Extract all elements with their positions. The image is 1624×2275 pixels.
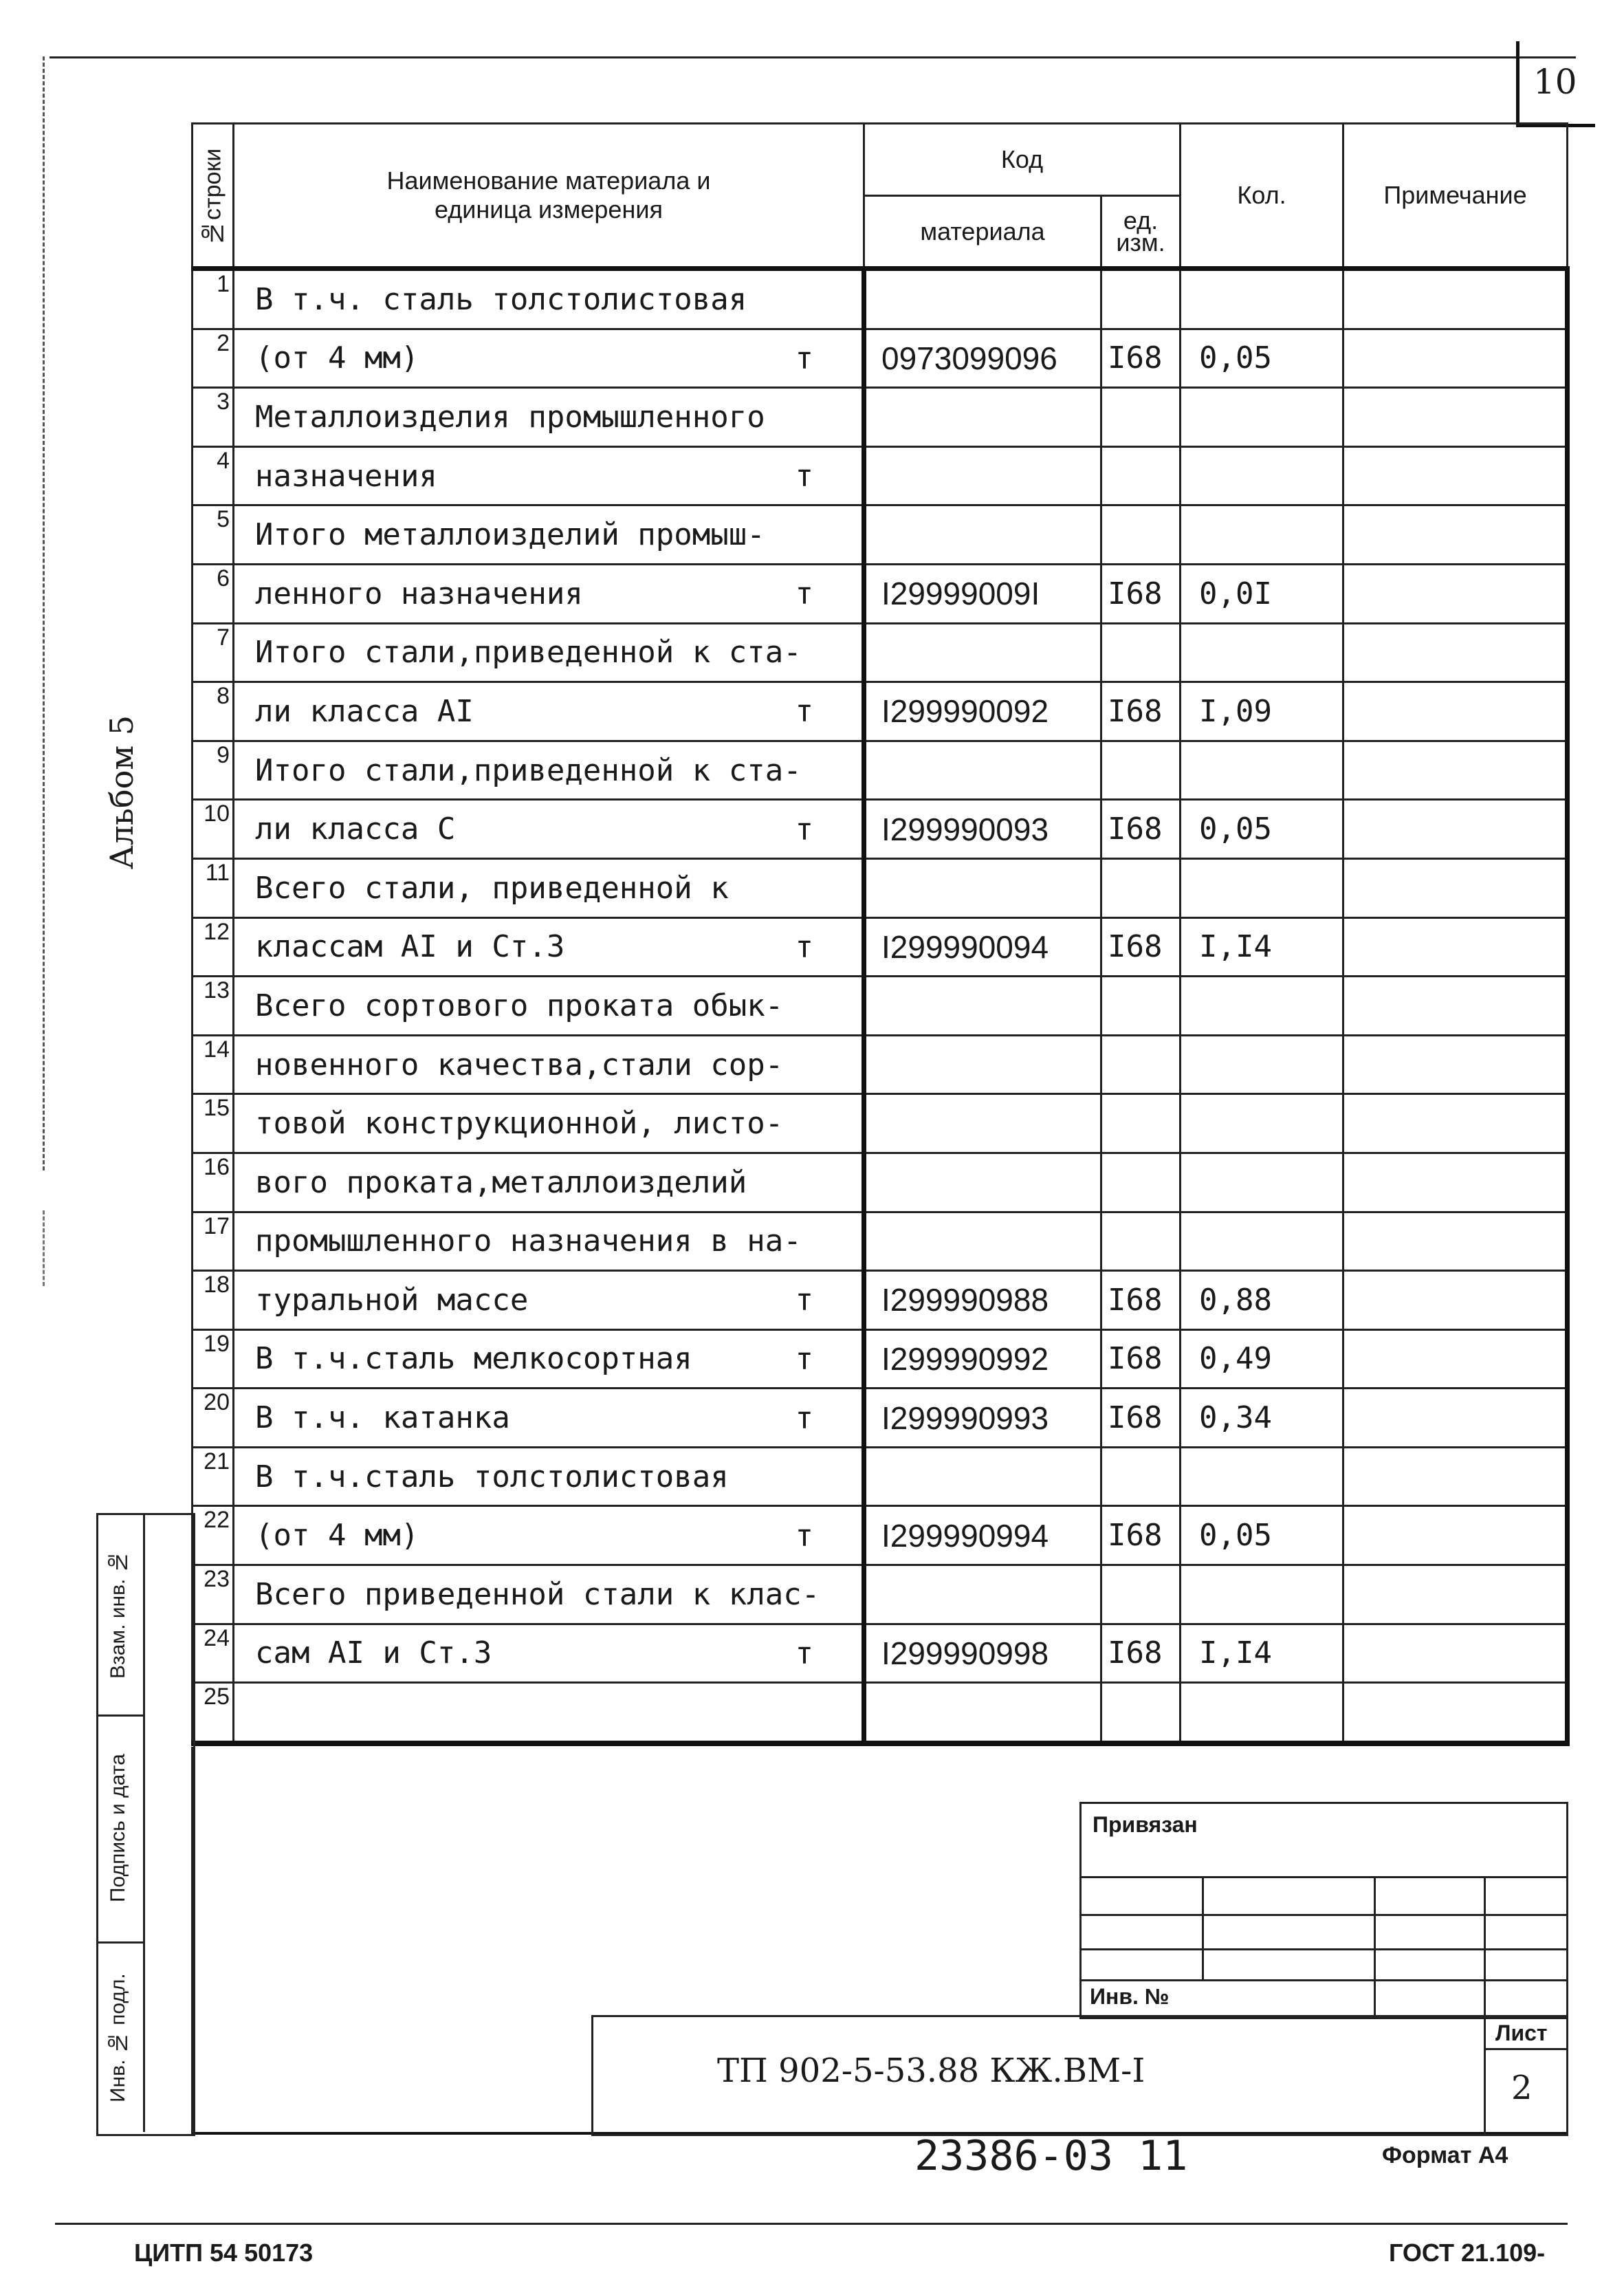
unit-code — [1101, 1212, 1181, 1271]
material-code — [864, 1153, 1101, 1212]
material-name — [234, 623, 864, 682]
table-row — [193, 1094, 1568, 1153]
note — [1343, 1506, 1568, 1565]
row-number: 3 — [193, 388, 234, 447]
header-name — [234, 124, 864, 269]
spec-rows — [193, 269, 1568, 1743]
note — [1343, 388, 1568, 447]
quantity: 0,05 — [1181, 329, 1343, 388]
unit-letter: т — [795, 1282, 813, 1318]
note — [1343, 1035, 1568, 1094]
material-name — [234, 1271, 864, 1330]
table-row — [193, 858, 1568, 917]
material-name — [234, 1035, 864, 1094]
quantity: 0,0I — [1181, 564, 1343, 623]
row-number: 21 — [193, 1447, 234, 1506]
quantity — [1181, 269, 1343, 329]
material-name — [234, 682, 864, 741]
row-number: 11 — [193, 858, 234, 917]
side-cell-vzam — [98, 1515, 143, 1717]
row-number: 17 — [193, 1212, 234, 1271]
note — [1343, 564, 1568, 623]
unit-code — [1101, 741, 1181, 800]
material-name — [234, 1447, 864, 1506]
row-number: 5 — [193, 505, 234, 565]
note — [1343, 800, 1568, 859]
list-value: 2 — [1511, 2069, 1533, 2107]
unit-code — [1101, 446, 1181, 505]
privyazan-grid-line — [1082, 1914, 1566, 1916]
header-unit-line2: изм. — [1116, 228, 1165, 257]
material-code — [864, 505, 1101, 565]
material-name — [234, 1683, 864, 1743]
material-name-text: назначения — [255, 458, 437, 494]
quantity — [1181, 388, 1343, 447]
material-code — [864, 741, 1101, 800]
unit-letter: т — [795, 340, 813, 376]
quantity — [1181, 505, 1343, 565]
note — [1343, 1094, 1568, 1153]
material-code: I299990093 — [864, 800, 1101, 859]
quantity — [1181, 1683, 1343, 1743]
side-cell-inv-podl — [98, 1941, 143, 2132]
material-name-text: ли класса С — [255, 812, 456, 847]
bottom-left-code: ЦИТП 54 50173 — [134, 2239, 314, 2267]
table-row — [193, 505, 1568, 565]
bottom-right-code: ГОСТ 21.109- — [1389, 2239, 1546, 2267]
material-name — [234, 1506, 864, 1565]
material-name-text: вого проката,металлоизделий — [255, 1164, 747, 1200]
table-row — [193, 741, 1568, 800]
quantity — [1181, 977, 1343, 1036]
note — [1343, 269, 1568, 329]
note — [1343, 446, 1568, 505]
unit-code — [1101, 1035, 1181, 1094]
unit-letter: т — [795, 458, 813, 494]
unit-code: I68 — [1101, 1329, 1181, 1389]
side-label-inv-podl: Инв. № подл. — [107, 1973, 129, 2102]
unit-code: I68 — [1101, 1624, 1181, 1683]
side-cell-podpis — [98, 1715, 143, 1944]
row-number: 4 — [193, 446, 234, 505]
row-number: 23 — [193, 1565, 234, 1624]
quantity: I,I4 — [1181, 1624, 1343, 1683]
material-name — [234, 1153, 864, 1212]
material-code — [864, 1447, 1101, 1506]
material-name — [234, 1094, 864, 1153]
material-name — [234, 269, 864, 329]
document-code: ТП 902-5-53.88 КЖ.ВМ-I — [717, 2051, 1145, 2090]
note — [1343, 1389, 1568, 1448]
header-row-no: №строки — [193, 124, 234, 269]
frame-left-line-lower — [43, 1210, 45, 1286]
table-row — [193, 977, 1568, 1036]
material-code: I299990994 — [864, 1506, 1101, 1565]
handwritten-number: 23386-03 11 — [914, 2132, 1188, 2180]
row-number: 24 — [193, 1624, 234, 1683]
table-row — [193, 1153, 1568, 1212]
material-name — [234, 1329, 864, 1389]
material-name-text: новенного качества,стали сор- — [255, 1047, 784, 1082]
material-code: I299990998 — [864, 1624, 1101, 1683]
material-name-text: В т.ч. катанка — [255, 1400, 510, 1436]
unit-code — [1101, 269, 1181, 329]
row-number: 19 — [193, 1329, 234, 1389]
privyazan-grid-line — [1082, 1948, 1566, 1950]
quantity: 0,49 — [1181, 1329, 1343, 1389]
quantity: 0,05 — [1181, 800, 1343, 859]
unit-letter: т — [795, 576, 813, 611]
quantity: I,I4 — [1181, 917, 1343, 977]
table-row — [193, 1212, 1568, 1271]
material-name-text: Всего стали, приведенной к — [255, 870, 729, 906]
quantity — [1181, 623, 1343, 682]
format-label: Формат А4 — [1382, 2142, 1508, 2168]
table-row — [193, 1565, 1568, 1624]
material-name — [234, 564, 864, 623]
unit-code: I68 — [1101, 682, 1181, 741]
quantity — [1181, 1565, 1343, 1624]
header-material: материала — [864, 196, 1101, 269]
unit-code — [1101, 623, 1181, 682]
privyazan-grid-line — [1082, 1876, 1566, 1878]
note — [1343, 623, 1568, 682]
material-code: I299990993 — [864, 1389, 1101, 1448]
note — [1343, 1447, 1568, 1506]
unit-letter: т — [795, 693, 813, 729]
quantity — [1181, 1035, 1343, 1094]
material-name-text: Металлоизделия промышленного — [255, 399, 765, 435]
note — [1343, 858, 1568, 917]
material-name-text: ленного назначения — [255, 576, 583, 611]
title-block — [591, 2015, 1568, 2136]
side-strip — [96, 1513, 195, 2136]
material-code — [864, 1094, 1101, 1153]
quantity: 0,88 — [1181, 1271, 1343, 1330]
material-code — [864, 977, 1101, 1036]
material-name-text: (от 4 мм) — [255, 340, 419, 376]
row-number: 14 — [193, 1035, 234, 1094]
material-name-text: классам АI и Ст.3 — [255, 929, 565, 965]
privyazan-grid-vline — [1202, 1876, 1204, 1979]
material-name-text: ли класса АI — [255, 693, 474, 729]
row-number: 15 — [193, 1094, 234, 1153]
row-number: 1 — [193, 269, 234, 329]
table-row — [193, 800, 1568, 859]
unit-letter: т — [795, 1400, 813, 1436]
material-name — [234, 1624, 864, 1683]
unit-code — [1101, 977, 1181, 1036]
unit-code — [1101, 388, 1181, 447]
material-code: I299990988 — [864, 1271, 1101, 1330]
table-row — [193, 564, 1568, 623]
quantity — [1181, 446, 1343, 505]
quantity — [1181, 1447, 1343, 1506]
unit-letter: т — [795, 1635, 813, 1671]
material-name — [234, 388, 864, 447]
row-number: 2 — [193, 329, 234, 388]
material-name — [234, 977, 864, 1036]
row-number: 25 — [193, 1683, 234, 1743]
unit-code — [1101, 1153, 1181, 1212]
list-divider — [1484, 2048, 1566, 2050]
side-label-podpis: Подпись и дата — [107, 1754, 129, 1902]
note — [1343, 741, 1568, 800]
frame-left-line — [43, 56, 45, 1171]
material-name-text: (от 4 мм) — [255, 1518, 419, 1554]
unit-code — [1101, 1565, 1181, 1624]
quantity: 0,34 — [1181, 1389, 1343, 1448]
note — [1343, 1153, 1568, 1212]
table-row — [193, 1506, 1568, 1565]
quantity: 0,05 — [1181, 1506, 1343, 1565]
note — [1343, 917, 1568, 977]
unit-code: I68 — [1101, 800, 1181, 859]
unit-code: I68 — [1101, 329, 1181, 388]
note — [1343, 1271, 1568, 1330]
table-row — [193, 388, 1568, 447]
side-strip-divider — [143, 1515, 145, 2132]
table-row — [193, 1329, 1568, 1389]
unit-code — [1101, 505, 1181, 565]
list-label: Лист — [1495, 2021, 1548, 2045]
bottom-rule — [55, 2223, 1568, 2225]
material-code — [864, 1035, 1101, 1094]
quantity — [1181, 858, 1343, 917]
album-label: Альбом 5 — [103, 715, 140, 870]
material-name — [234, 1212, 864, 1271]
note — [1343, 1624, 1568, 1683]
table-row — [193, 1683, 1568, 1743]
row-number: 18 — [193, 1271, 234, 1330]
header-qty: Кол. — [1181, 124, 1343, 269]
quantity: I,09 — [1181, 682, 1343, 741]
table-row — [193, 682, 1568, 741]
material-name-text: В т.ч. сталь толстолистовая — [255, 281, 747, 317]
table-row — [193, 269, 1568, 329]
quantity — [1181, 1153, 1343, 1212]
row-number: 12 — [193, 917, 234, 977]
material-code: 0973099096 — [864, 329, 1101, 388]
unit-letter: т — [795, 1518, 813, 1554]
material-name-text: промышленного назначения в на- — [255, 1223, 802, 1259]
unit-code — [1101, 1094, 1181, 1153]
privyazan-block — [1079, 1802, 1568, 2019]
sheet-corner-number: 10 — [1533, 62, 1577, 102]
material-name-text: Итого стали,приведенной к ста- — [255, 752, 802, 788]
note — [1343, 682, 1568, 741]
material-code — [864, 446, 1101, 505]
material-name-text: сам АI и Ст.3 — [255, 1635, 492, 1671]
note — [1343, 977, 1568, 1036]
unit-code: I68 — [1101, 564, 1181, 623]
unit-code: I68 — [1101, 1271, 1181, 1330]
row-number: 9 — [193, 741, 234, 800]
material-name — [234, 1389, 864, 1448]
unit-code — [1101, 1447, 1181, 1506]
material-code: I29999009I — [864, 564, 1101, 623]
unit-code: I68 — [1101, 917, 1181, 977]
material-name — [234, 505, 864, 565]
material-code — [864, 623, 1101, 682]
material-code — [864, 858, 1101, 917]
note — [1343, 1329, 1568, 1389]
header-name-line1: Наименование материала и — [386, 166, 711, 195]
row-number: 20 — [193, 1389, 234, 1448]
material-code — [864, 1565, 1101, 1624]
unit-code: I68 — [1101, 1506, 1181, 1565]
table-row — [193, 1035, 1568, 1094]
privyazan-grid-vline — [1484, 1876, 1486, 2017]
row-number: 22 — [193, 1506, 234, 1565]
note — [1343, 1683, 1568, 1743]
table-row — [193, 1624, 1568, 1683]
row-number: 10 — [193, 800, 234, 859]
frame-top-line — [50, 56, 1576, 58]
header-note: Примечание — [1343, 124, 1568, 269]
material-code: I299990092 — [864, 682, 1101, 741]
table-row — [193, 1389, 1568, 1448]
quantity — [1181, 1094, 1343, 1153]
material-code: I299990992 — [864, 1329, 1101, 1389]
unit-code: I68 — [1101, 1389, 1181, 1448]
table-row — [193, 329, 1568, 388]
inv-no-label: Инв. № — [1090, 1984, 1170, 2009]
row-number: 8 — [193, 682, 234, 741]
table-row — [193, 623, 1568, 682]
note — [1343, 329, 1568, 388]
privyazan-grid-line — [1082, 1979, 1566, 1981]
header-code: Код — [864, 124, 1181, 196]
material-name — [234, 329, 864, 388]
table-row — [193, 1447, 1568, 1506]
unit-letter: т — [795, 812, 813, 847]
material-name-text: В т.ч.сталь мелкосортная — [255, 1341, 692, 1377]
material-name-text: В т.ч.сталь толстолистовая — [255, 1459, 729, 1494]
privyazan-label: Привязан — [1093, 1812, 1198, 1837]
unit-letter: т — [795, 929, 813, 965]
unit-code — [1101, 1683, 1181, 1743]
material-code — [864, 388, 1101, 447]
table-row — [193, 917, 1568, 977]
privyazan-grid-vline — [1374, 1876, 1376, 2017]
note — [1343, 505, 1568, 565]
material-name-text: туральной массе — [255, 1282, 529, 1318]
title-block-divider — [1484, 2017, 1486, 2134]
row-number: 13 — [193, 977, 234, 1036]
material-name-text: Всего приведенной стали к клас- — [255, 1576, 820, 1612]
material-code — [864, 1212, 1101, 1271]
unit-code — [1101, 858, 1181, 917]
side-label-vzam: Взам. инв. № — [107, 1550, 129, 1679]
material-code — [864, 1683, 1101, 1743]
note — [1343, 1212, 1568, 1271]
row-number: 16 — [193, 1153, 234, 1212]
table-row — [193, 446, 1568, 505]
spec-table — [191, 122, 1570, 1746]
row-number: 7 — [193, 623, 234, 682]
material-code — [864, 269, 1101, 329]
material-name — [234, 800, 864, 859]
material-name-text: Итого металлоизделий промыш- — [255, 517, 765, 553]
material-name-text: Всего сортового проката обык- — [255, 988, 784, 1023]
note — [1343, 1565, 1568, 1624]
material-name — [234, 741, 864, 800]
header-unit — [1101, 196, 1181, 269]
quantity — [1181, 1212, 1343, 1271]
table-row — [193, 1271, 1568, 1330]
material-code: I299990094 — [864, 917, 1101, 977]
unit-letter: т — [795, 1341, 813, 1377]
header-unit-line1: ед. — [1123, 206, 1159, 235]
material-name-text: Итого стали,приведенной к ста- — [255, 635, 802, 671]
material-name — [234, 446, 864, 505]
header-name-line2: единица измерения — [435, 195, 663, 224]
material-name — [234, 858, 864, 917]
material-name — [234, 917, 864, 977]
row-number: 6 — [193, 564, 234, 623]
material-name-text: товой конструкционной, листо- — [255, 1106, 784, 1142]
material-name — [234, 1565, 864, 1624]
quantity — [1181, 741, 1343, 800]
